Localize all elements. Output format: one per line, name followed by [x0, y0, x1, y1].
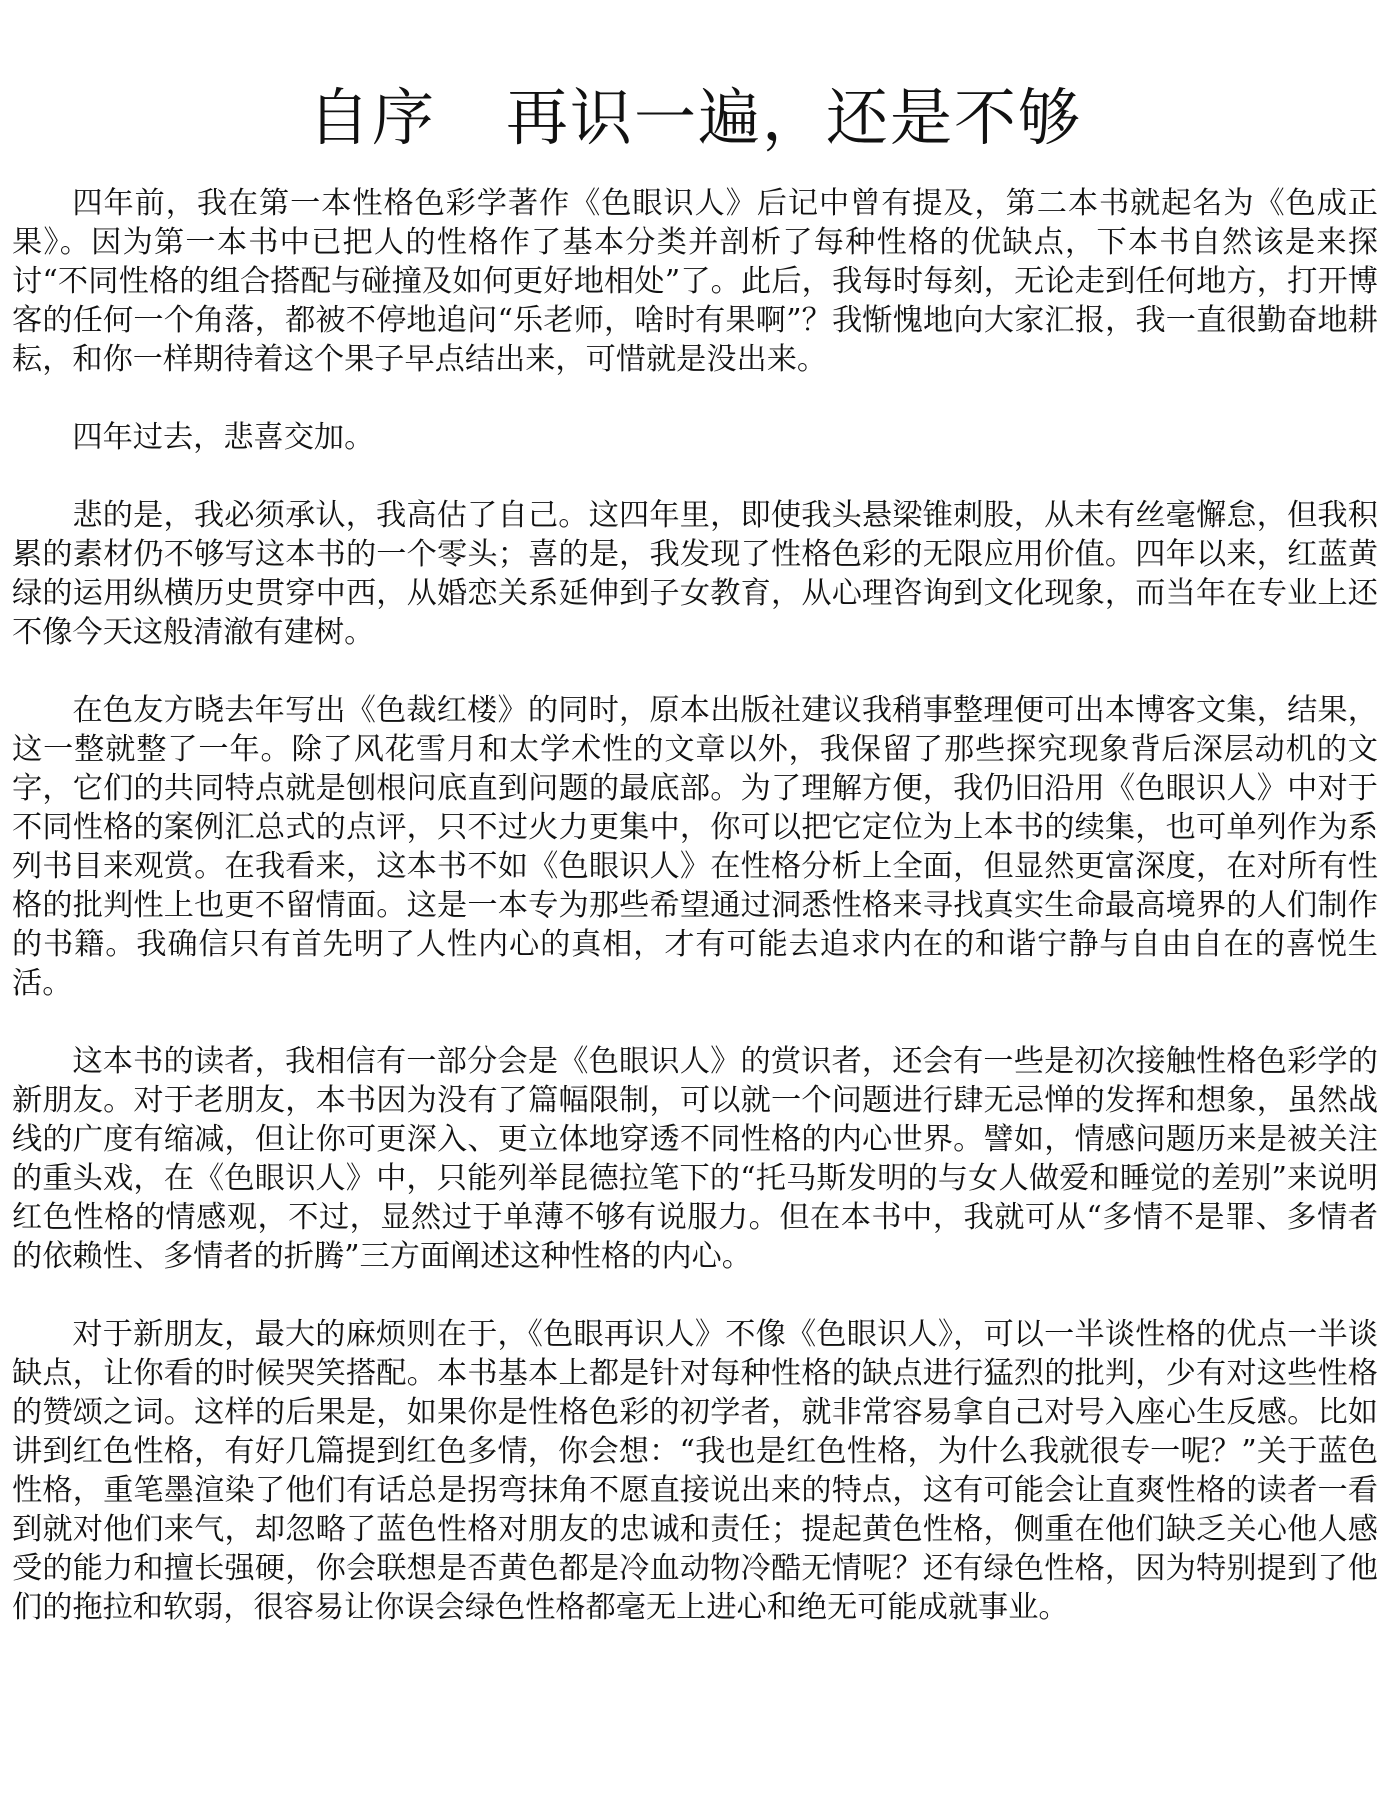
- paragraph-1: 四年前，我在第一本性格色彩学著作《色眼识人》后记中曾有提及，第二本书就起名为《色成正果》。因为第一本书中已把人的性格作了基本分类并剖析了每种性格的优缺点，下本书自然该是来探讨“不同性格的组合搭配与碰撞及如何更好地相处”了。此后，我每时每刻，无论走到任何地方，打开博客的任何一个角落，都被不停地追问“乐老师，啥时有果啊”？我惭愧地向大家汇报，我一直很勤奋地耕耘，和你一样期待着这个果子早点结出来，可惜就是没出来。: [12, 186, 1378, 377]
- paragraph-6: 对于新朋友，最大的麻烦则在于，《色眼再识人》不像《色眼识人》，可以一半谈性格的优点一半谈缺点，让你看的时候哭笑搭配。本书基本上都是针对每种性格的缺点进行猛烈的批判，少有对这些性格的赞颂之词。这样的后果是，如果你是性格色彩的初学者，就非常容易拿自己对号入座心生反感。比如讲到红色性格，有好几篇提到红色多情，你会想：“我也是红色性格，为什么我就很专一呢？”关于蓝色性格，重笔墨渲染了他们有话总是拐弯抹角不愿直接说出来的特点，这有可能会让直爽性格的读者一看到就对他们来气，却忽略了蓝色性格对朋友的忠诚和责任；提起黄色性格，侧重在他们缺乏关心他人感受的能力和擅长强硬，你会联想是否黄色都是冷血动物冷酷无情呢？还有绿色性格，因为特别提到了他们的拖拉和软弱，很容易让你误会绿色性格都毫无上进心和绝无可能成就事业。: [12, 1317, 1378, 1625]
- paragraph-4: 在色友方晓去年写出《色裁红楼》的同时，原本出版社建议我稍事整理便可出本博客文集，结果，这一整就整了一年。除了风花雪月和太学术性的文章以外，我保留了那些探究现象背后深层动机的文字，它们的共同特点就是刨根问底直到问题的最底部。为了理解方便，我仍旧沿用《色眼识人》中对于不同性格的案例汇总式的点评，只不过火力更集中，你可以把它定位为上本书的续集，也可单列作为系列书目来观赏。在我看来，这本书不如《色眼识人》在性格分析上全面，但显然更富深度，在对所有性格的批判性上也更不留情面。这是一本专为那些希望通过洞悉性格来寻找真实生命最高境界的人们制作的书籍。我确信只有首先明了人性内心的真相，才有可能去追求内在的和谐宁静与自由自在的喜悦生活。: [12, 693, 1378, 1001]
- paragraph-5: 这本书的读者，我相信有一部分会是《色眼识人》的赏识者，还会有一些是初次接触性格色彩学的新朋友。对于老朋友，本书因为没有了篇幅限制，可以就一个问题进行肆无忌惮的发挥和想象，虽然战线的广度有缩减，但让你可更深入、更立体地穿透不同性格的内心世界。譬如，情感问题历来是被关注的重头戏，在《色眼识人》中，只能列举昆德拉笔下的“托马斯发明的与女人做爱和睡觉的差别”来说明红色性格的情感观，不过，显然过于单薄不够有说服力。但在本书中，我就可从“多情不是罪、多情者的依赖性、多情者的折腾”三方面阐述这种性格的内心。: [12, 1044, 1378, 1274]
- title-main-text: 再识一遍，还是不够: [506, 81, 1083, 154]
- page-title: [12, 80, 1378, 156]
- paragraph-3: 悲的是，我必须承认，我高估了自己。这四年里，即使我头悬梁锥刺股，从未有丝毫懈怠，但我积累的素材仍不够写这本书的一个零头；喜的是，我发现了性格色彩的无限应用价值。四年以来，红蓝黄绿的运用纵横历史贯穿中西，从婚恋关系延伸到子女教育，从心理咨询到文化现象，而当年在专业上还不像今天这般清澈有建树。: [12, 498, 1378, 650]
- title-preface-label: 自序: [307, 81, 436, 154]
- document-page: [12, 0, 1378, 1800]
- paragraph-2: 四年过去，悲喜交加。: [72, 420, 375, 455]
- body-text: [12, 184, 1378, 1666]
